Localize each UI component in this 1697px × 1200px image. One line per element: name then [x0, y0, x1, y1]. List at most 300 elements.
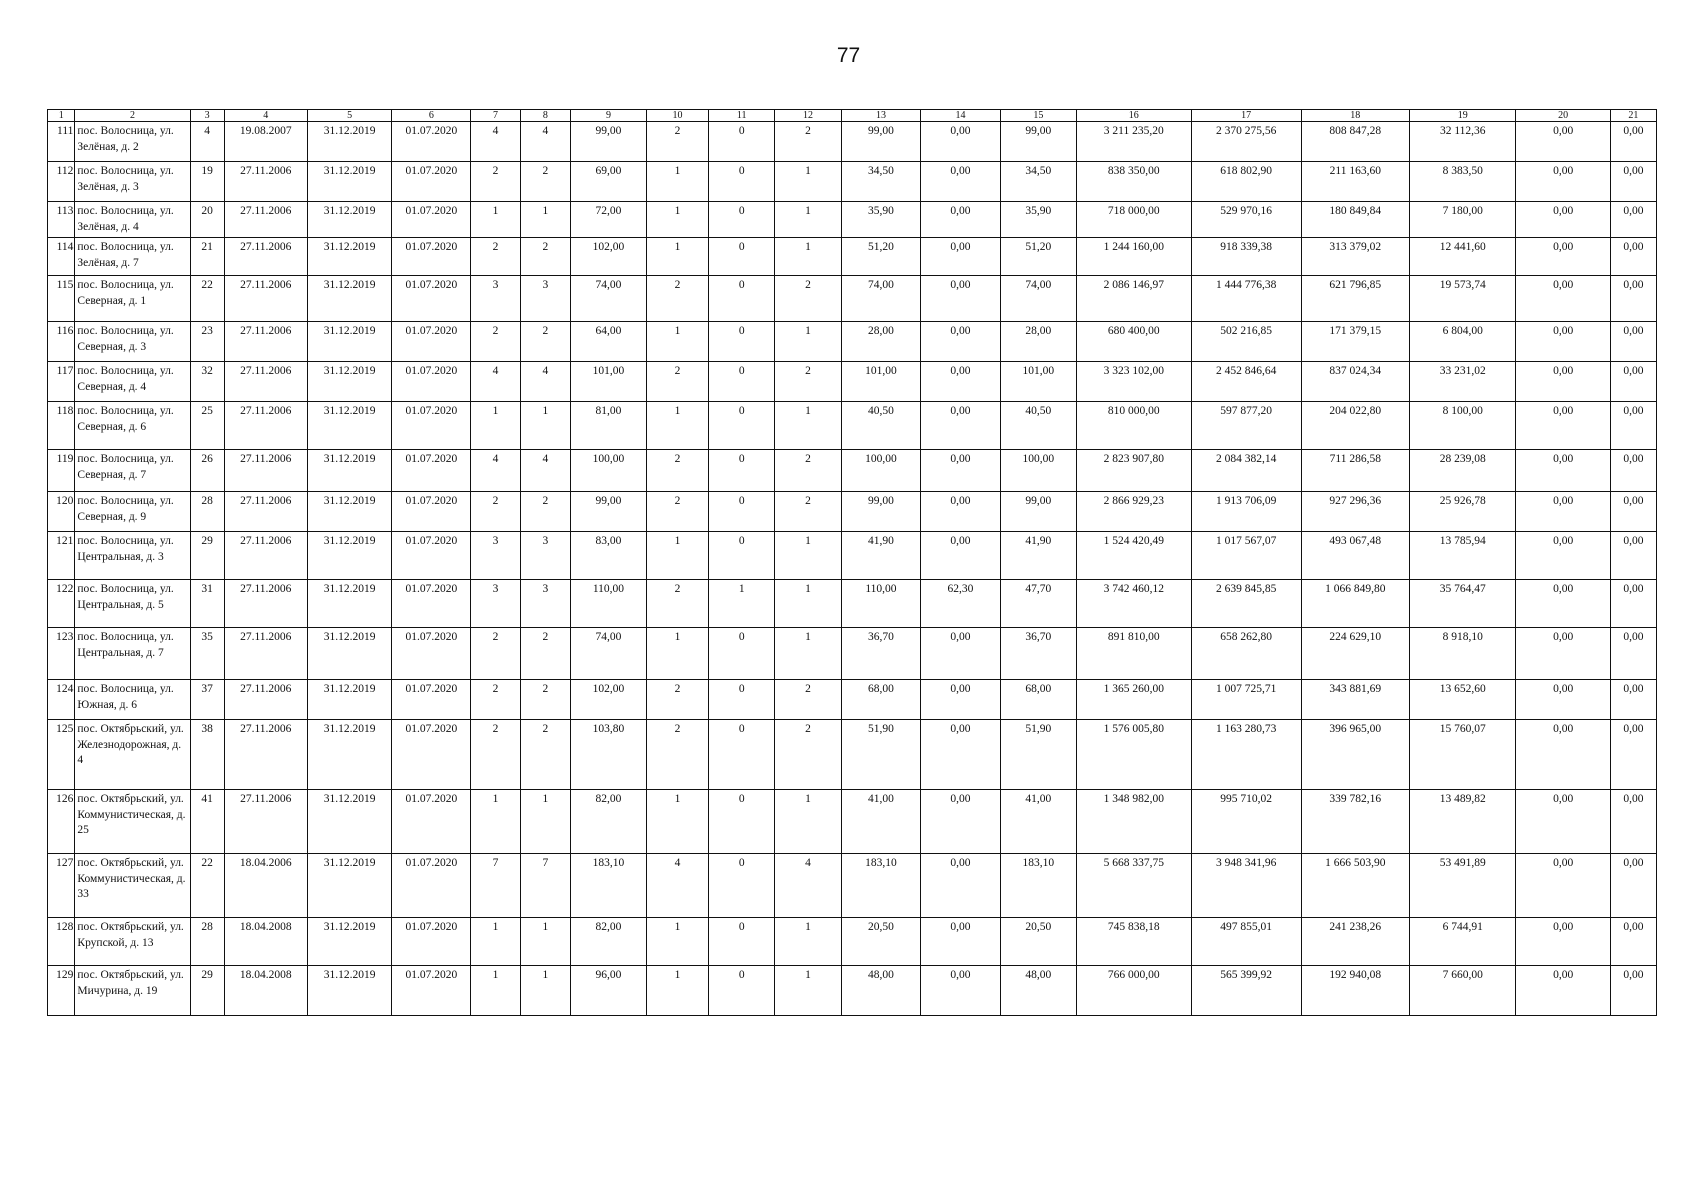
- table-cell: 27.11.2006: [224, 362, 307, 402]
- table-cell: 2: [646, 122, 709, 162]
- table-cell: 100,00: [571, 450, 647, 492]
- table-cell: 0,00: [920, 322, 1000, 362]
- table-cell: 01.07.2020: [392, 628, 471, 680]
- table-cell: 0,00: [920, 680, 1000, 720]
- table-cell: 22: [190, 276, 224, 322]
- table-row: [48, 238, 1657, 276]
- table-cell: 0,00: [1610, 122, 1656, 162]
- table-cell: 01.07.2020: [392, 238, 471, 276]
- table-cell: 82,00: [571, 918, 647, 966]
- table-cell: 13 785,94: [1410, 532, 1516, 580]
- table-cell: 1: [646, 402, 709, 450]
- table-cell: 120: [48, 492, 75, 532]
- table-row: [48, 966, 1657, 1016]
- table-cell: 7 660,00: [1410, 966, 1516, 1016]
- table-cell: 0: [709, 202, 775, 238]
- table-cell: 29: [190, 532, 224, 580]
- table-cell: 100,00: [841, 450, 920, 492]
- table-cell: 4: [471, 122, 520, 162]
- address-cell: пос. Октябрьский, ул. Крупской, д. 13: [75, 918, 190, 966]
- table-cell: 12 441,60: [1410, 238, 1516, 276]
- column-number-9: 9: [571, 110, 647, 122]
- column-number-4: 4: [224, 110, 307, 122]
- table-cell: 0,00: [1610, 322, 1656, 362]
- table-cell: 31.12.2019: [307, 362, 391, 402]
- address-cell: пос. Волосница, ул. Зелёная, д. 3: [75, 162, 190, 202]
- column-number-row: [48, 110, 1657, 122]
- table-cell: 51,20: [841, 238, 920, 276]
- table-cell: 2: [520, 238, 570, 276]
- table-cell: 2: [520, 680, 570, 720]
- table-row: [48, 450, 1657, 492]
- table-cell: 0,00: [1516, 238, 1610, 276]
- table-cell: 27.11.2006: [224, 680, 307, 720]
- table-cell: 01.07.2020: [392, 966, 471, 1016]
- table-cell: 0: [709, 966, 775, 1016]
- table-cell: 110,00: [571, 580, 647, 628]
- table-cell: 122: [48, 580, 75, 628]
- table-cell: 0,00: [920, 276, 1000, 322]
- table-cell: 0,00: [1610, 202, 1656, 238]
- table-cell: 0,00: [1516, 720, 1610, 790]
- table-cell: 2: [471, 492, 520, 532]
- column-number-10: 10: [646, 110, 709, 122]
- table-cell: 1: [775, 402, 842, 450]
- table-cell: 40,50: [1001, 402, 1077, 450]
- table-cell: 31.12.2019: [307, 854, 391, 918]
- address-cell: пос. Волосница, ул. Центральная, д. 7: [75, 628, 190, 680]
- table-cell: 01.07.2020: [392, 402, 471, 450]
- table-cell: 0,00: [920, 450, 1000, 492]
- table-cell: 41,90: [1001, 532, 1077, 580]
- table-cell: 3 323 102,00: [1076, 362, 1191, 402]
- table-cell: 28: [190, 492, 224, 532]
- table-cell: 1 913 706,09: [1191, 492, 1301, 532]
- table-cell: 69,00: [571, 162, 647, 202]
- table-cell: 8 100,00: [1410, 402, 1516, 450]
- table-cell: 27.11.2006: [224, 322, 307, 362]
- table-row: [48, 854, 1657, 918]
- table-cell: 119: [48, 450, 75, 492]
- table-cell: 37: [190, 680, 224, 720]
- table-cell: 680 400,00: [1076, 322, 1191, 362]
- table-cell: 0: [709, 122, 775, 162]
- table-cell: 745 838,18: [1076, 918, 1191, 966]
- table-cell: 2: [775, 122, 842, 162]
- table-cell: 23: [190, 322, 224, 362]
- table-cell: 31.12.2019: [307, 162, 391, 202]
- table-cell: 41,00: [841, 790, 920, 854]
- table-cell: 224 629,10: [1301, 628, 1410, 680]
- table-cell: 18.04.2008: [224, 918, 307, 966]
- table-cell: 7 180,00: [1410, 202, 1516, 238]
- table-cell: 27.11.2006: [224, 450, 307, 492]
- table-row: [48, 276, 1657, 322]
- table-cell: 114: [48, 238, 75, 276]
- table-cell: 82,00: [571, 790, 647, 854]
- table-cell: 0,00: [1610, 790, 1656, 854]
- address-cell: пос. Октябрьский, ул. Железнодорожная, д. 4: [75, 720, 190, 790]
- table-cell: 13 489,82: [1410, 790, 1516, 854]
- address-cell: пос. Волосница, ул. Северная, д. 7: [75, 450, 190, 492]
- table-cell: 1 576 005,80: [1076, 720, 1191, 790]
- address-cell: пос. Волосница, ул. Северная, д. 4: [75, 362, 190, 402]
- table-body: [48, 122, 1657, 1016]
- table-cell: 0,00: [920, 122, 1000, 162]
- table-cell: 211 163,60: [1301, 162, 1410, 202]
- table-cell: 0,00: [1610, 918, 1656, 966]
- table-cell: 27.11.2006: [224, 492, 307, 532]
- table-cell: 31.12.2019: [307, 276, 391, 322]
- table-cell: 0,00: [920, 238, 1000, 276]
- table-cell: 4: [190, 122, 224, 162]
- table-cell: 18.04.2008: [224, 966, 307, 1016]
- table-cell: 183,10: [841, 854, 920, 918]
- address-cell: пос. Волосница, ул. Зелёная, д. 7: [75, 238, 190, 276]
- table-cell: 711 286,58: [1301, 450, 1410, 492]
- table-cell: 31.12.2019: [307, 450, 391, 492]
- table-cell: 68,00: [841, 680, 920, 720]
- table-cell: 99,00: [1001, 492, 1077, 532]
- table-cell: 4: [471, 450, 520, 492]
- table-cell: 1: [775, 790, 842, 854]
- table-cell: 1 524 420,49: [1076, 532, 1191, 580]
- table-cell: 115: [48, 276, 75, 322]
- table-cell: 1: [775, 162, 842, 202]
- table-cell: 1: [646, 966, 709, 1016]
- table-cell: 72,00: [571, 202, 647, 238]
- table-cell: 81,00: [571, 402, 647, 450]
- table-cell: 3 742 460,12: [1076, 580, 1191, 628]
- table-cell: 3: [520, 276, 570, 322]
- table-cell: 4: [775, 854, 842, 918]
- table-cell: 01.07.2020: [392, 580, 471, 628]
- column-number-12: 12: [775, 110, 842, 122]
- table-row: [48, 162, 1657, 202]
- table-cell: 1 365 260,00: [1076, 680, 1191, 720]
- table-cell: 1: [646, 532, 709, 580]
- table-cell: 1: [709, 580, 775, 628]
- table-cell: 1: [775, 322, 842, 362]
- table-cell: 808 847,28: [1301, 122, 1410, 162]
- table-cell: 31.12.2019: [307, 680, 391, 720]
- housing-register-table: [47, 109, 1657, 1016]
- table-cell: 36,70: [841, 628, 920, 680]
- column-number-7: 7: [471, 110, 520, 122]
- table-cell: 51,90: [1001, 720, 1077, 790]
- column-number-21: 21: [1610, 110, 1656, 122]
- table-cell: 127: [48, 854, 75, 918]
- table-cell: 0,00: [1610, 162, 1656, 202]
- table-cell: 27.11.2006: [224, 402, 307, 450]
- table-cell: 0,00: [1610, 580, 1656, 628]
- table-cell: 0: [709, 680, 775, 720]
- table-cell: 125: [48, 720, 75, 790]
- table-cell: 1: [646, 790, 709, 854]
- table-cell: 28,00: [841, 322, 920, 362]
- address-cell: пос. Октябрьский, ул. Коммунистическая, д. 25: [75, 790, 190, 854]
- table-cell: 0,00: [1610, 628, 1656, 680]
- table-cell: 01.07.2020: [392, 492, 471, 532]
- table-cell: 597 877,20: [1191, 402, 1301, 450]
- table-row: [48, 202, 1657, 238]
- table-cell: 2 823 907,80: [1076, 450, 1191, 492]
- table-cell: 129: [48, 966, 75, 1016]
- table-cell: 1: [471, 966, 520, 1016]
- table-cell: 27.11.2006: [224, 720, 307, 790]
- table-cell: 01.07.2020: [392, 854, 471, 918]
- table-cell: 41: [190, 790, 224, 854]
- table-cell: 4: [520, 450, 570, 492]
- table-cell: 0,00: [1516, 202, 1610, 238]
- table-cell: 27.11.2006: [224, 162, 307, 202]
- table-cell: 2: [520, 492, 570, 532]
- table-cell: 2: [471, 680, 520, 720]
- table-cell: 0,00: [1610, 854, 1656, 918]
- table-cell: 01.07.2020: [392, 720, 471, 790]
- table-cell: 19.08.2007: [224, 122, 307, 162]
- table-cell: 31.12.2019: [307, 402, 391, 450]
- table-cell: 3: [471, 276, 520, 322]
- column-number-17: 17: [1191, 110, 1301, 122]
- table-cell: 0: [709, 720, 775, 790]
- table-cell: 53 491,89: [1410, 854, 1516, 918]
- table-cell: 111: [48, 122, 75, 162]
- table-cell: 25: [190, 402, 224, 450]
- table-cell: 27.11.2006: [224, 202, 307, 238]
- table-cell: 3 948 341,96: [1191, 854, 1301, 918]
- table-cell: 117: [48, 362, 75, 402]
- page-number: 77: [836, 44, 861, 67]
- table-cell: 28: [190, 918, 224, 966]
- table-cell: 31.12.2019: [307, 322, 391, 362]
- table-cell: 68,00: [1001, 680, 1077, 720]
- table-cell: 25 926,78: [1410, 492, 1516, 532]
- column-number-3: 3: [190, 110, 224, 122]
- table-cell: 1 348 982,00: [1076, 790, 1191, 854]
- table-cell: 0,00: [1516, 532, 1610, 580]
- table-cell: 35,90: [841, 202, 920, 238]
- table-cell: 51,20: [1001, 238, 1077, 276]
- table-cell: 766 000,00: [1076, 966, 1191, 1016]
- table-cell: 0,00: [1610, 362, 1656, 402]
- table-cell: 100,00: [1001, 450, 1077, 492]
- table-cell: 48,00: [841, 966, 920, 1016]
- table-cell: 27.11.2006: [224, 276, 307, 322]
- table-cell: 33 231,02: [1410, 362, 1516, 402]
- table-cell: 0,00: [1610, 966, 1656, 1016]
- address-cell: пос. Волосница, ул. Зелёная, д. 4: [75, 202, 190, 238]
- address-cell: пос. Волосница, ул. Северная, д. 6: [75, 402, 190, 450]
- table-cell: 99,00: [841, 492, 920, 532]
- table-cell: 891 810,00: [1076, 628, 1191, 680]
- table-cell: 0,00: [920, 492, 1000, 532]
- table-cell: 0,00: [1516, 450, 1610, 492]
- table-cell: 31: [190, 580, 224, 628]
- table-cell: 40,50: [841, 402, 920, 450]
- table-cell: 1: [471, 402, 520, 450]
- table-row: [48, 492, 1657, 532]
- table-cell: 0,00: [1516, 276, 1610, 322]
- column-number-1: 1: [48, 110, 75, 122]
- table-cell: 41,00: [1001, 790, 1077, 854]
- table-cell: 0: [709, 162, 775, 202]
- table-cell: 31.12.2019: [307, 532, 391, 580]
- column-number-5: 5: [307, 110, 391, 122]
- table-row: [48, 322, 1657, 362]
- table-cell: 27.11.2006: [224, 532, 307, 580]
- table-cell: 8 383,50: [1410, 162, 1516, 202]
- address-cell: пос. Волосница, ул. Зелёная, д. 2: [75, 122, 190, 162]
- table-cell: 1: [646, 202, 709, 238]
- table-cell: 01.07.2020: [392, 532, 471, 580]
- table-cell: 102,00: [571, 238, 647, 276]
- table-cell: 995 710,02: [1191, 790, 1301, 854]
- table-cell: 0,00: [920, 918, 1000, 966]
- table-cell: 313 379,02: [1301, 238, 1410, 276]
- table-cell: 4: [520, 122, 570, 162]
- table-cell: 2: [775, 276, 842, 322]
- table-cell: 74,00: [841, 276, 920, 322]
- table-cell: 241 238,26: [1301, 918, 1410, 966]
- table-cell: 0: [709, 362, 775, 402]
- table-cell: 2: [646, 680, 709, 720]
- table-cell: 183,10: [571, 854, 647, 918]
- table-cell: 658 262,80: [1191, 628, 1301, 680]
- address-cell: пос. Волосница, ул. Южная, д. 6: [75, 680, 190, 720]
- table-cell: 4: [520, 362, 570, 402]
- table-cell: 0,00: [1516, 492, 1610, 532]
- column-number-16: 16: [1076, 110, 1191, 122]
- table-cell: 01.07.2020: [392, 790, 471, 854]
- column-number-11: 11: [709, 110, 775, 122]
- table-cell: 192 940,08: [1301, 966, 1410, 1016]
- table-cell: 0: [709, 322, 775, 362]
- table-cell: 810 000,00: [1076, 402, 1191, 450]
- table-row: [48, 720, 1657, 790]
- table-cell: 1: [646, 322, 709, 362]
- table-cell: 103,80: [571, 720, 647, 790]
- table-cell: 101,00: [571, 362, 647, 402]
- table-cell: 180 849,84: [1301, 202, 1410, 238]
- table-cell: 1: [520, 966, 570, 1016]
- table-cell: 29: [190, 966, 224, 1016]
- table-row: [48, 362, 1657, 402]
- table-cell: 38: [190, 720, 224, 790]
- table-cell: 01.07.2020: [392, 276, 471, 322]
- table-cell: 7: [471, 854, 520, 918]
- table-cell: 497 855,01: [1191, 918, 1301, 966]
- column-number-20: 20: [1516, 110, 1610, 122]
- table-cell: 13 652,60: [1410, 680, 1516, 720]
- table-cell: 01.07.2020: [392, 322, 471, 362]
- table-cell: 1: [775, 628, 842, 680]
- table-cell: 20,50: [1001, 918, 1077, 966]
- table-cell: 2: [646, 450, 709, 492]
- table-cell: 1: [646, 918, 709, 966]
- table-cell: 99,00: [841, 122, 920, 162]
- table-cell: 0,00: [1516, 628, 1610, 680]
- table-cell: 2: [471, 628, 520, 680]
- table-cell: 2: [775, 450, 842, 492]
- table-cell: 621 796,85: [1301, 276, 1410, 322]
- table-cell: 918 339,38: [1191, 238, 1301, 276]
- table-cell: 01.07.2020: [392, 162, 471, 202]
- table-cell: 36,70: [1001, 628, 1077, 680]
- table-cell: 2 639 845,85: [1191, 580, 1301, 628]
- table-cell: 35 764,47: [1410, 580, 1516, 628]
- table-cell: 927 296,36: [1301, 492, 1410, 532]
- table-cell: 2 370 275,56: [1191, 122, 1301, 162]
- table-cell: 51,90: [841, 720, 920, 790]
- table-cell: 121: [48, 532, 75, 580]
- table-cell: 6 804,00: [1410, 322, 1516, 362]
- table-cell: 0,00: [1610, 238, 1656, 276]
- table-cell: 32 112,36: [1410, 122, 1516, 162]
- table-cell: 2: [471, 322, 520, 362]
- table-cell: 502 216,85: [1191, 322, 1301, 362]
- table-cell: 101,00: [1001, 362, 1077, 402]
- table-cell: 21: [190, 238, 224, 276]
- table-cell: 0,00: [1516, 790, 1610, 854]
- table-cell: 31.12.2019: [307, 122, 391, 162]
- table-cell: 47,70: [1001, 580, 1077, 628]
- table-cell: 618 802,90: [1191, 162, 1301, 202]
- table-cell: 2: [520, 628, 570, 680]
- table-cell: 204 022,80: [1301, 402, 1410, 450]
- table-cell: 565 399,92: [1191, 966, 1301, 1016]
- table-cell: 01.07.2020: [392, 680, 471, 720]
- table-cell: 0,00: [920, 532, 1000, 580]
- table-cell: 35,90: [1001, 202, 1077, 238]
- table-cell: 27.11.2006: [224, 628, 307, 680]
- table-cell: 34,50: [1001, 162, 1077, 202]
- table-cell: 31.12.2019: [307, 966, 391, 1016]
- table-cell: 1: [471, 790, 520, 854]
- table-cell: 2 452 846,64: [1191, 362, 1301, 402]
- table-cell: 0,00: [920, 162, 1000, 202]
- table-cell: 1 666 503,90: [1301, 854, 1410, 918]
- table-cell: 2: [471, 238, 520, 276]
- table-cell: 5 668 337,75: [1076, 854, 1191, 918]
- address-cell: пос. Октябрьский, ул. Коммунистическая, д. 33: [75, 854, 190, 918]
- table-cell: 2: [775, 492, 842, 532]
- table-cell: 3 211 235,20: [1076, 122, 1191, 162]
- table-cell: 99,00: [1001, 122, 1077, 162]
- table-cell: 183,10: [1001, 854, 1077, 918]
- table-cell: 0,00: [1516, 680, 1610, 720]
- address-cell: пос. Волосница, ул. Центральная, д. 5: [75, 580, 190, 628]
- table-cell: 26: [190, 450, 224, 492]
- table-cell: 31.12.2019: [307, 918, 391, 966]
- table-cell: 2: [646, 580, 709, 628]
- table-cell: 48,00: [1001, 966, 1077, 1016]
- table-cell: 2: [646, 492, 709, 532]
- table-cell: 41,90: [841, 532, 920, 580]
- table-cell: 31.12.2019: [307, 720, 391, 790]
- table-cell: 2 084 382,14: [1191, 450, 1301, 492]
- table-cell: 2: [646, 276, 709, 322]
- table-cell: 0,00: [920, 720, 1000, 790]
- table-cell: 19: [190, 162, 224, 202]
- table-cell: 4: [646, 854, 709, 918]
- table-cell: 0: [709, 402, 775, 450]
- table-cell: 31.12.2019: [307, 790, 391, 854]
- table-cell: 28 239,08: [1410, 450, 1516, 492]
- table-cell: 2 866 929,23: [1076, 492, 1191, 532]
- column-number-14: 14: [920, 110, 1000, 122]
- table-cell: 31.12.2019: [307, 628, 391, 680]
